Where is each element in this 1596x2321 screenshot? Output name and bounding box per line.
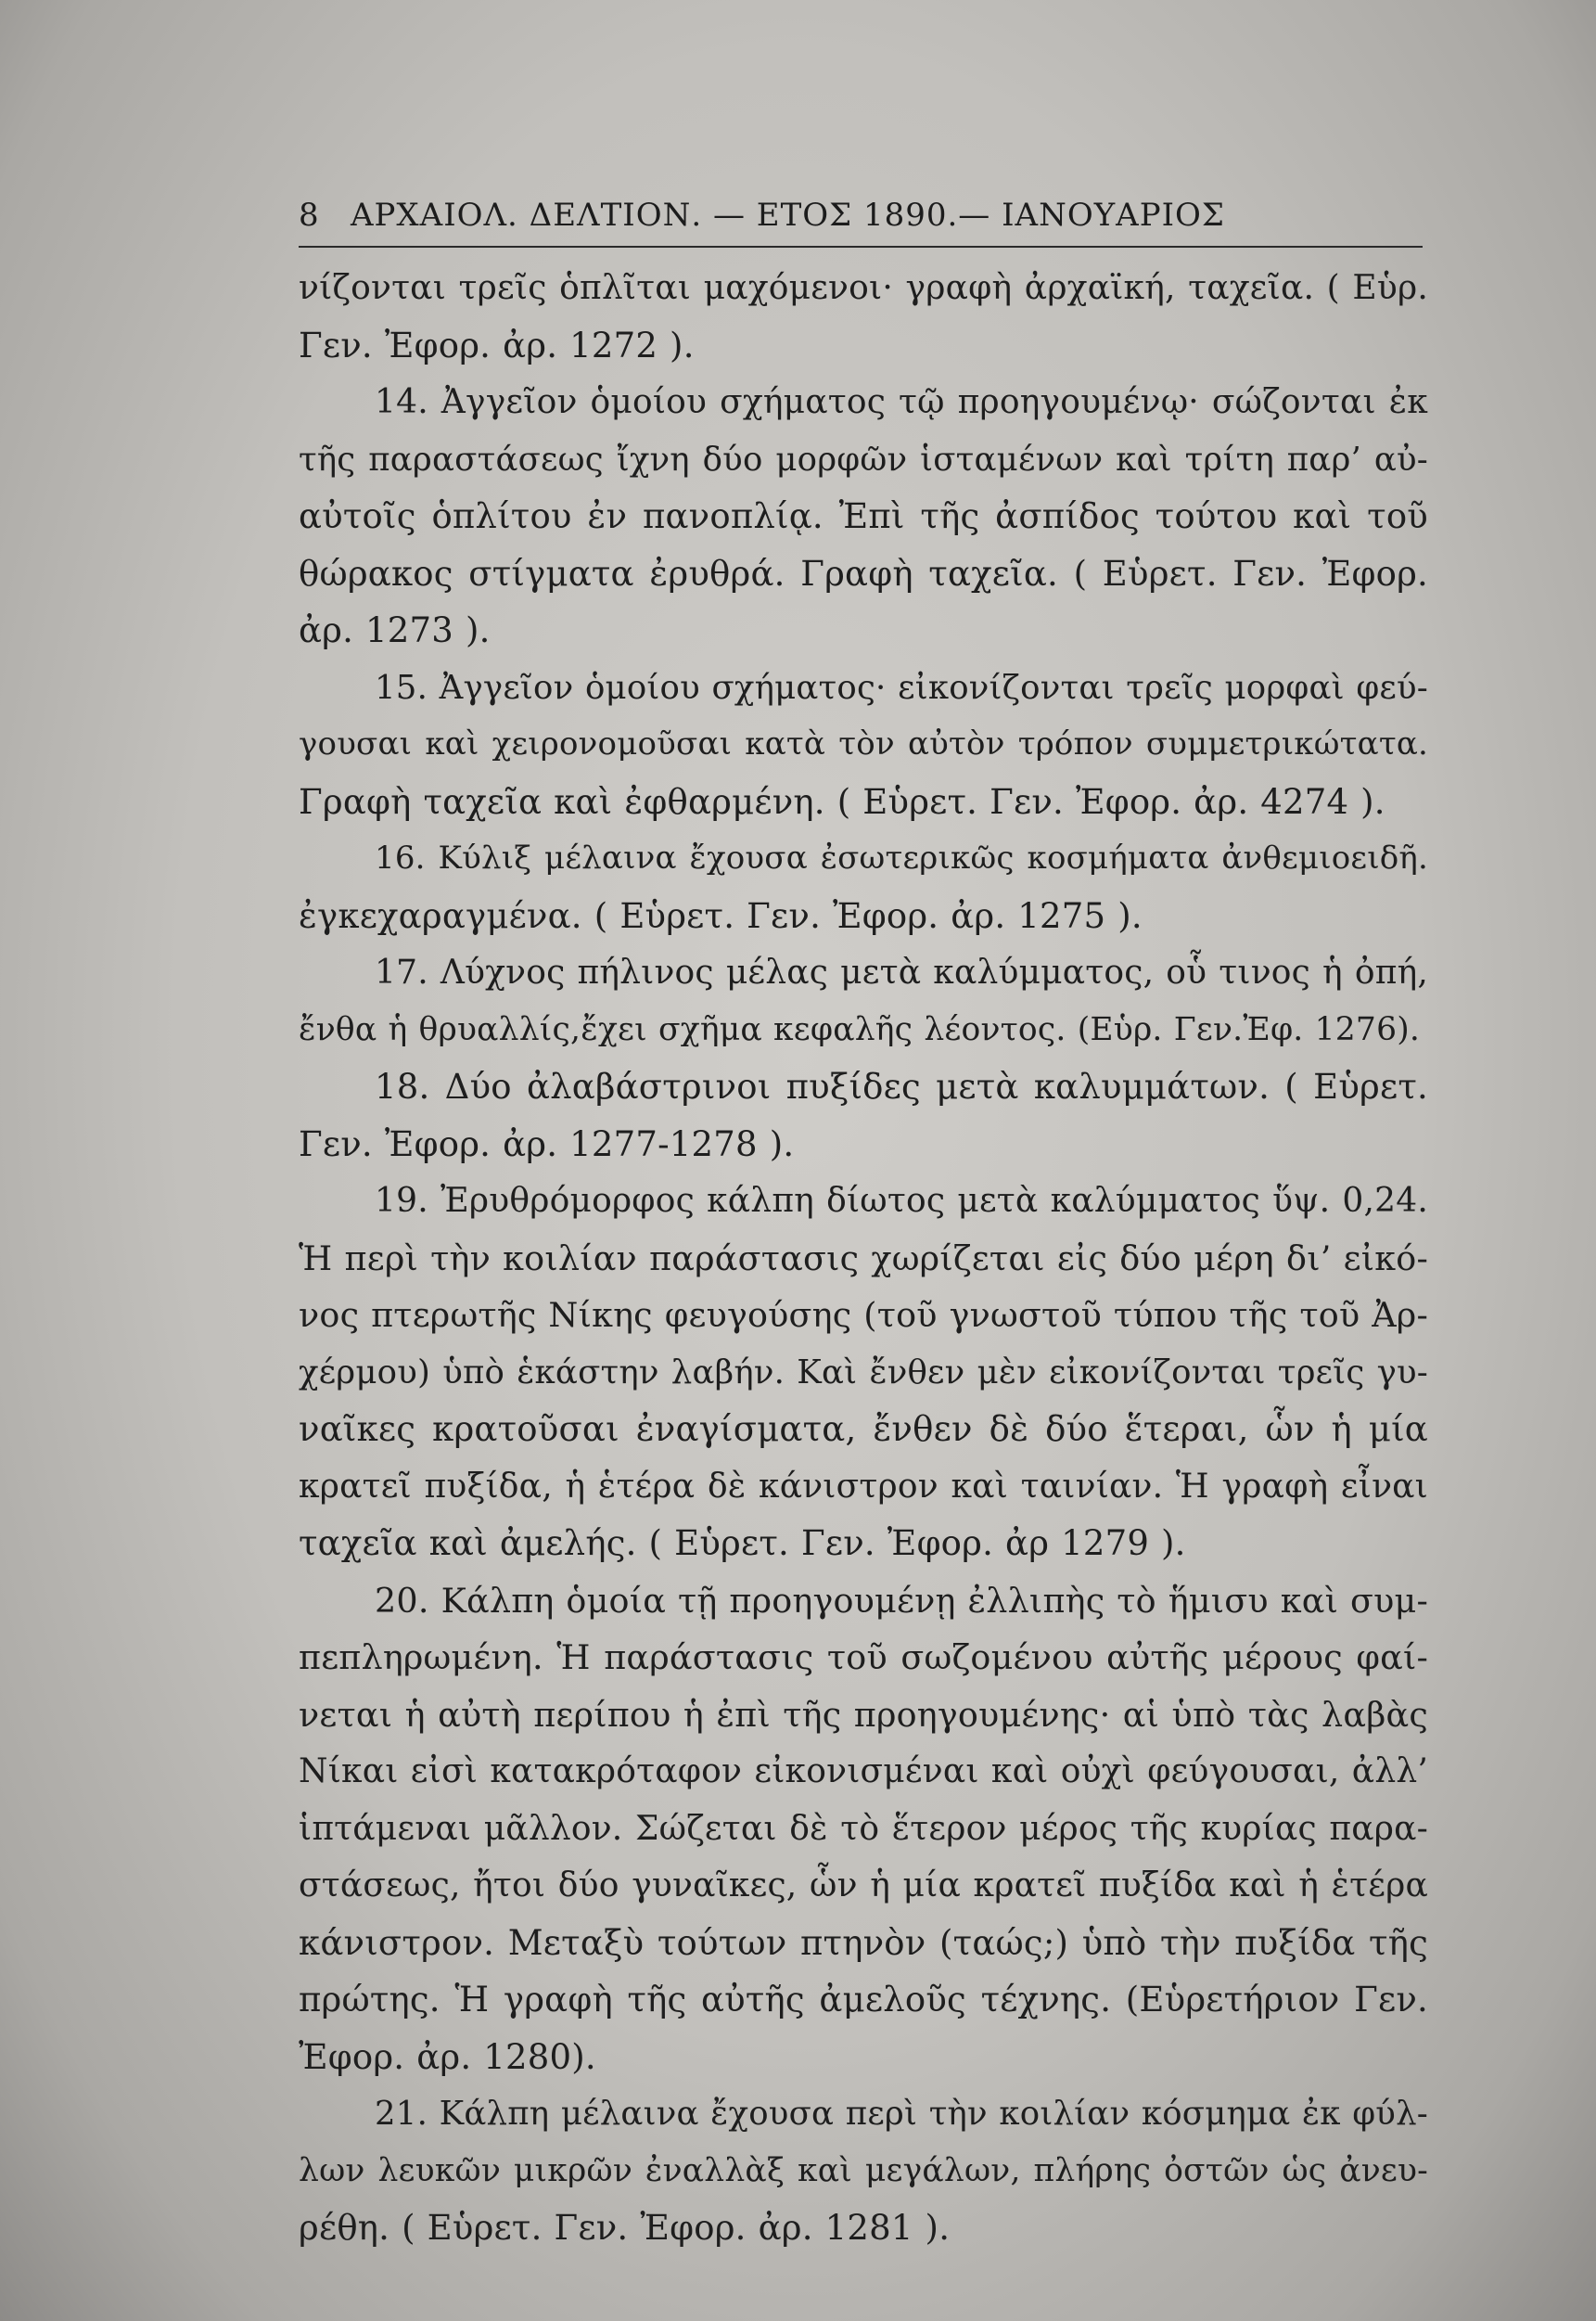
- text-line: λων λευκῶν μικρῶν ἐναλλὰξ καὶ μεγάλων, πλήρης ὀστῶν ὡς ἀνευ-: [299, 2151, 1428, 2189]
- text-line: ταχεῖα καὶ ἀμελής. ( Εὑρετ. Γεν. Ἐφορ. ἀρ 1279 ).: [299, 1523, 1186, 1563]
- text-line: ἀρ. 1273 ).: [299, 610, 491, 650]
- text-line: Γεν. Ἐφορ. ἀρ. 1277-1278 ).: [299, 1123, 795, 1164]
- text-line: 19. Ἐρυθρόμορφος κάλπη δίωτος μετὰ καλύμματος ὕψ. 0,24.: [375, 1182, 1428, 1220]
- text-line: 15. Ἀγγεῖον ὁμοίου σχήματος· εἰκονίζονται τρεῖς μορφαὶ φεύ-: [375, 668, 1428, 707]
- text-line: 17. Λύχνος πήλινος μέλας μετὰ καλύμματος, οὗ τινος ἡ ὀπή,: [375, 954, 1428, 992]
- page-number: 8: [299, 197, 320, 234]
- text-line: ἔνθα ἡ θρυαλλίς,ἔχει σχῆμα κεφαλῆς λέοντος. (Εὑρ. Γεν.Ἐφ. 1276).: [299, 1010, 1421, 1048]
- text-line: κρατεῖ πυξίδα, ἡ ἑτέρα δὲ κάνιστρον καὶ ταινίαν. Ἡ γραφὴ εἶναι: [299, 1467, 1428, 1506]
- text-line: ναῖκες κρατοῦσαι ἐναγίσματα, ἔνθεν δὲ δύο ἕτεραι, ὧν ἡ μία: [299, 1409, 1428, 1449]
- text-line: 16. Κύλιξ μέλαινα ἔχουσα ἐσωτερικῶς κοσμήματα ἀνθεμιοειδῆ.: [375, 840, 1428, 877]
- text-line: αὐτοῖς ὁπλίτου ἐν πανοπλίᾳ. Ἐπὶ τῆς ἀσπίδος τούτου καὶ τοῦ: [299, 496, 1428, 536]
- text-line: Γεν. Ἐφορ. ἀρ. 1272 ).: [299, 325, 695, 365]
- header-rule: [299, 246, 1423, 248]
- text-line: ρέθη. ( Εὑρετ. Γεν. Ἐφορ. ἀρ. 1281 ).: [299, 2208, 951, 2248]
- text-line: νεται ἡ αὐτὴ περίπου ἡ ἐπὶ τῆς προηγουμένης· αἱ ὑπὸ τὰς λαβὰς: [299, 1694, 1428, 1735]
- text-line: ἐγκεχαραγμένα. ( Εὑρετ. Γεν. Ἐφορ. ἀρ. 1275 ).: [299, 895, 1143, 936]
- running-title: ΑΡΧΑΙΟΛ. ΔΕΛΤΙΟΝ. — ΕΤΟΣ 1890.— ΙΑΝΟΥΑΡΙΟΣ: [351, 197, 1225, 234]
- text-line: χέρμου) ὑπὸ ἑκάστην λαβήν. Καὶ ἔνθεν μὲν εἰκονίζονται τρεῖς γυ-: [299, 1353, 1428, 1391]
- text-line: στάσεως, ἤτοι δύο γυναῖκες, ὧν ἡ μία κρατεῖ πυξίδα καὶ ἡ ἑτέρα: [299, 1866, 1428, 1904]
- text-line: νίζονται τρεῖς ὁπλῖται μαχόμενοι· γραφὴ ἀρχαϊκή, ταχεῖα. ( Εὑρ.: [299, 269, 1428, 307]
- text-line: πεπληρωμένη. Ἡ παράστασις τοῦ σωζομένου αὐτῆς μέρους φαί-: [299, 1637, 1428, 1677]
- text-line: Ἐφορ. ἀρ. 1280).: [299, 2036, 596, 2077]
- text-line: 21. Κάλπη μέλαινα ἔχουσα περὶ τὴν κοιλίαν κόσμημα ἐκ φύλ-: [375, 2095, 1428, 2133]
- text-line: κάνιστρον. Μεταξὺ τούτων πτηνὸν (ταώς;) ὑπὸ τὴν πυξίδα τῆς: [299, 1922, 1428, 1963]
- text-line: 20. Κάλπη ὁμοία τῇ προηγουμένῃ ἐλλιπὴς τὸ ἥμισυ καὶ συμ-: [375, 1580, 1428, 1621]
- text-line: Νίκαι εἰσὶ κατακρόταφον εἰκονισμέναι καὶ οὐχὶ φεύγουσαι, ἀλλ’: [299, 1752, 1428, 1790]
- text-line: ἱπτάμεναι μᾶλλον. Σώζεται δὲ τὸ ἕτερον μέρος τῆς κυρίας παρα-: [299, 1809, 1428, 1848]
- text-line: τῆς παραστάσεως ἴχνη δύο μορφῶν ἱσταμένων καὶ τρίτη παρ’ αὐ-: [299, 440, 1428, 479]
- running-header: [299, 197, 1428, 234]
- text-line: νος πτερωτῆς Νίκης φευγούσης (τοῦ γνωστοῦ τύπου τῆς τοῦ Ἀρ-: [299, 1295, 1428, 1335]
- text-line: 14. Ἀγγεῖον ὁμοίου σχήματος τῷ προηγουμένῳ· σώζονται ἐκ: [375, 383, 1428, 421]
- text-line: Ἡ περὶ τὴν κοιλίαν παράστασις χωρίζεται εἰς δύο μέρη δι’ εἰκό-: [299, 1237, 1428, 1278]
- text-line: γουσαι καὶ χειρονομοῦσαι κατὰ τὸν αὐτὸν τρόπον συμμετρικώτατα.: [299, 725, 1428, 763]
- page-body-text: [299, 260, 1428, 2257]
- text-line: πρώτης. Ἡ γραφὴ τῆς αὐτῆς ἀμελοῦς τέχνης. (Εὑρετήριον Γεν.: [299, 1980, 1428, 2020]
- text-line: θώρακος στίγματα ἐρυθρά. Γραφὴ ταχεῖα. ( Εὑρετ. Γεν. Ἐφορ.: [299, 553, 1428, 594]
- text-line: Γραφὴ ταχεῖα καὶ ἐφθαρμένη. ( Εὑρετ. Γεν. Ἐφορ. ἀρ. 4274 ).: [299, 781, 1385, 822]
- text-line: 18. Δύο ἀλαβάστρινοι πυξίδες μετὰ καλυμμάτων. ( Εὑρετ.: [375, 1067, 1428, 1107]
